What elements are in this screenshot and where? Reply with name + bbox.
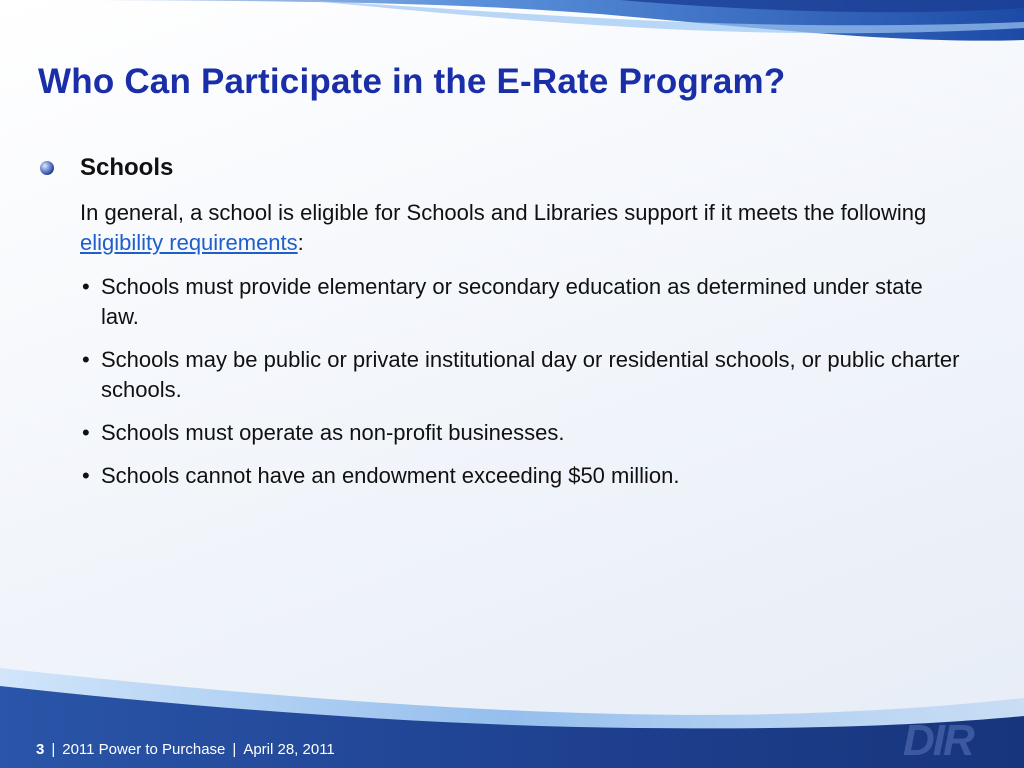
eligibility-requirements-link[interactable]: eligibility requirements bbox=[80, 230, 298, 255]
requirement-item bbox=[80, 272, 960, 332]
bullet-icon: • bbox=[82, 274, 90, 299]
footer-date: April 28, 2011 bbox=[243, 741, 335, 758]
bullet-icon: • bbox=[82, 420, 90, 445]
requirement-item bbox=[80, 345, 960, 405]
top-wave-decoration bbox=[0, 0, 1024, 60]
requirements-list bbox=[80, 272, 960, 504]
slide-number: 3 bbox=[36, 741, 45, 758]
intro-text: In general, a school is eligible for Schools and Libraries support if it meets the following bbox=[80, 200, 927, 225]
footer-event: 2011 Power to Purchase bbox=[62, 741, 226, 758]
intro-paragraph bbox=[80, 198, 980, 258]
requirement-text: Schools must operate as non-profit businesses. bbox=[101, 420, 565, 445]
slide-footer bbox=[36, 741, 335, 758]
intro-colon: : bbox=[297, 230, 304, 255]
footer-separator: | bbox=[232, 741, 237, 758]
requirement-text: Schools may be public or private institutional day or residential schools, or public charter schools. bbox=[101, 347, 960, 402]
section-heading: Schools bbox=[80, 154, 174, 181]
requirement-item bbox=[80, 418, 960, 448]
slide-title: Who Can Participate in the E-Rate Program? bbox=[38, 62, 786, 101]
bullet-icon: • bbox=[82, 347, 90, 372]
footer-separator: | bbox=[51, 741, 56, 758]
requirement-text: Schools cannot have an endowment exceeding $50 million. bbox=[101, 463, 680, 488]
requirement-text: Schools must provide elementary or secondary education as determined under state law. bbox=[101, 274, 923, 329]
requirement-item bbox=[80, 461, 960, 491]
dir-logo: DIR bbox=[903, 716, 973, 765]
bullet-icon: • bbox=[82, 463, 90, 488]
section-bullet-icon bbox=[40, 161, 54, 175]
